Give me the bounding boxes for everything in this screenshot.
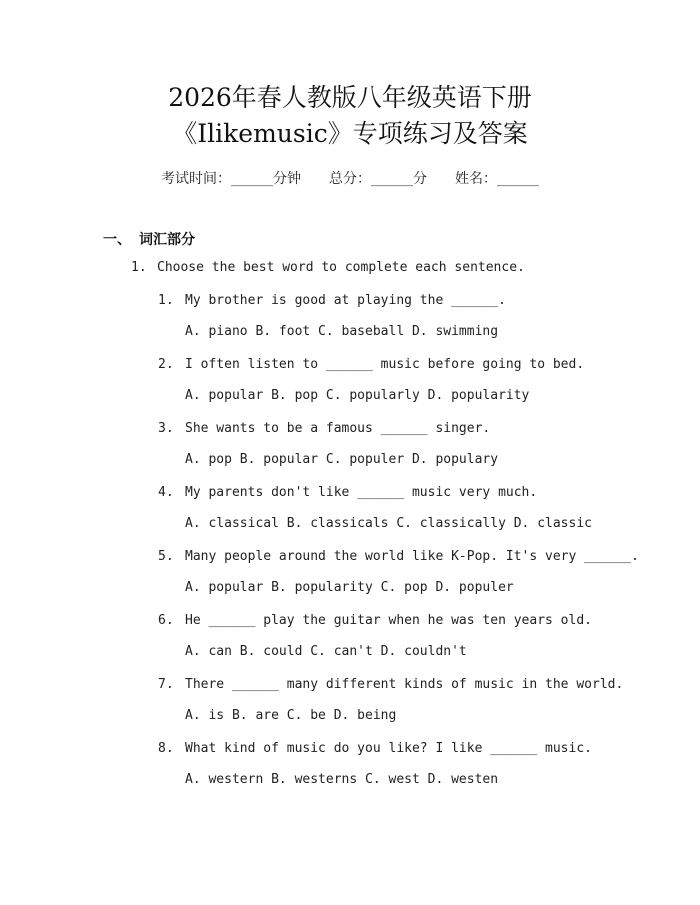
exam-meta xyxy=(0,168,700,188)
question-stem: He ______ play the guitar when he was ten years old. xyxy=(185,613,592,628)
question-stem: She wants to be a famous ______ singer. xyxy=(185,421,491,436)
question-number: 4. xyxy=(158,485,174,500)
question-stem: There ______ many different kinds of music in the world. xyxy=(185,677,624,692)
instruction-number: 1. xyxy=(131,260,147,275)
section-title: 词汇部分 xyxy=(139,232,195,248)
question-number: 3. xyxy=(158,421,174,436)
question-item xyxy=(158,292,678,356)
question-options: A. is B. are C. be D. being xyxy=(185,708,397,723)
section-heading xyxy=(103,229,195,249)
instruction-text: Choose the best word to complete each sentence. xyxy=(157,260,525,275)
question-number: 5. xyxy=(158,549,174,564)
question-number: 1. xyxy=(158,293,174,308)
question-item xyxy=(158,420,678,484)
section-number: 一、 xyxy=(103,232,131,248)
question-item xyxy=(158,676,678,740)
question-stem: My brother is good at playing the ______. xyxy=(185,293,506,308)
title-block xyxy=(0,80,700,152)
page-title-line-1: 2026年春人教版八年级英语下册 xyxy=(168,83,532,112)
exam-score: 总分：______分 xyxy=(329,171,427,187)
question-item xyxy=(158,548,678,612)
question-options: A. western B. westerns C. west D. westen xyxy=(185,772,499,787)
question-item xyxy=(158,740,678,804)
question-options: A. popular B. popularity C. pop D. populer xyxy=(185,580,514,595)
page-title-line-2: 《Ilikemusic》专项练习及答案 xyxy=(172,119,528,148)
question-number: 2. xyxy=(158,357,174,372)
question-list xyxy=(158,292,678,804)
question-item xyxy=(158,612,678,676)
student-name-field: 姓名：______ xyxy=(455,171,539,187)
question-stem: What kind of music do you like? I like ______ music. xyxy=(185,741,592,756)
question-stem: Many people around the world like K-Pop. It's very ______. xyxy=(185,549,639,564)
question-number: 8. xyxy=(158,741,174,756)
question-stem: I often listen to ______ music before going to bed. xyxy=(185,357,585,372)
question-number: 6. xyxy=(158,613,174,628)
question-options: A. classical B. classicals C. classically D. classic xyxy=(185,516,592,531)
exam-time: 考试时间：______分钟 xyxy=(161,171,301,187)
question-options: A. pop B. popular C. populer D. populary xyxy=(185,452,499,467)
question-item xyxy=(158,484,678,548)
instruction-line xyxy=(131,260,525,275)
question-options: A. can B. could C. can't D. couldn't xyxy=(185,644,467,659)
question-options: A. popular B. pop C. popularly D. popularity xyxy=(185,388,530,403)
question-item xyxy=(158,356,678,420)
question-stem: My parents don't like ______ music very much. xyxy=(185,485,538,500)
question-number: 7. xyxy=(158,677,174,692)
question-options: A. piano B. foot C. baseball D. swimming xyxy=(185,324,499,339)
